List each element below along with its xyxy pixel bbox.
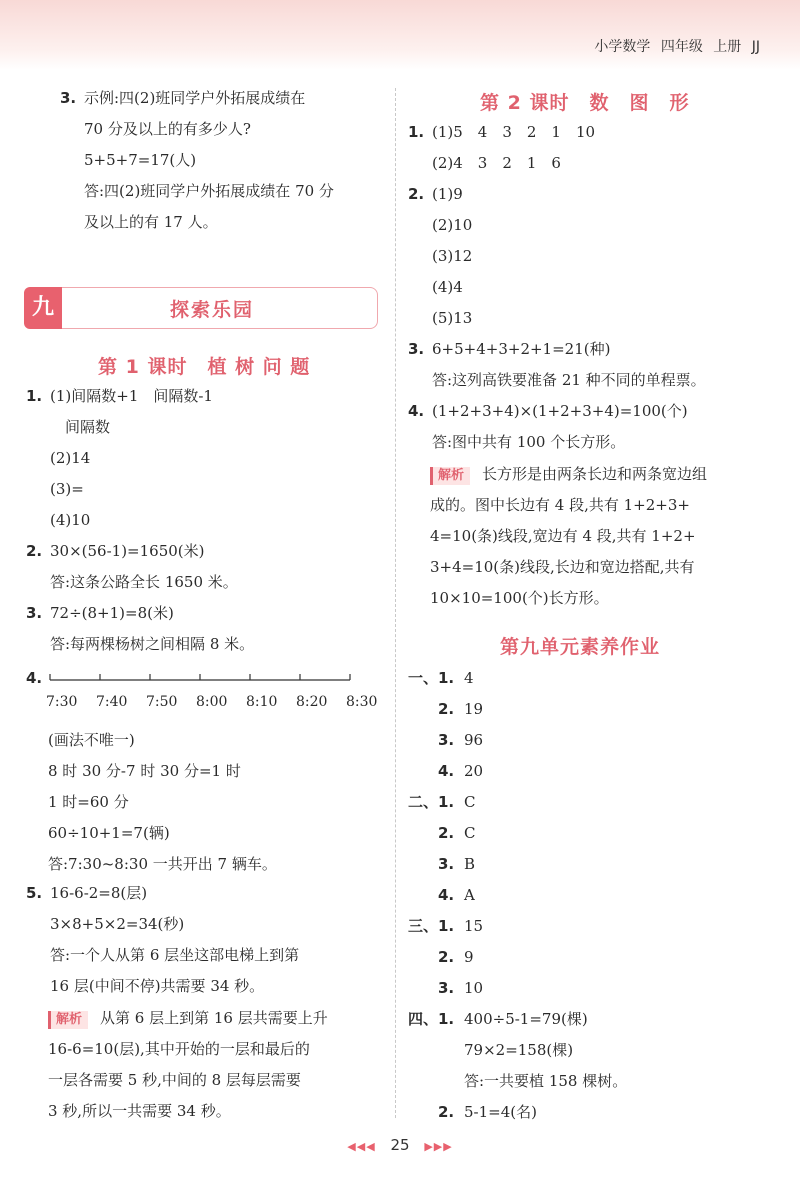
timeline-diagram: [48, 668, 368, 690]
question-number: 2.: [438, 700, 455, 718]
timeline-tick-label: 7:40: [96, 694, 128, 710]
unit-number: 九: [24, 287, 62, 329]
timeline-tick-label: 8:20: [296, 694, 328, 710]
question-number: 2.: [438, 948, 455, 966]
question-number: 1.: [438, 669, 455, 687]
question-number: 4.: [26, 669, 43, 687]
section-prefix: 三、: [408, 917, 439, 935]
lesson-1-title: 第 1 课时 植 树 问 题: [98, 356, 311, 378]
answer-line: 答:四(2)班同学户外拓展成绩在 70 分: [84, 182, 334, 200]
question-number: 3.: [60, 89, 77, 107]
answer-line: (1)5 4 3 2 1 10: [432, 123, 596, 141]
answer-line: (3)=: [50, 480, 84, 498]
analysis-line: 成的。图中长边有 4 段,共有 1+2+3+: [430, 496, 690, 514]
answer-line: 答:图中共有 100 个长方形。: [432, 433, 626, 451]
question-number: 4.: [408, 402, 425, 420]
answer-line: 60÷10+1=7(辆): [48, 824, 170, 842]
analysis-line: 16-6=10(层),其中开始的一层和最后的: [48, 1040, 310, 1058]
question-number: 3.: [438, 855, 455, 873]
question-number: 1.: [438, 793, 455, 811]
answer-line: 19: [464, 700, 484, 718]
analysis-line: 一层各需要 5 秒,中间的 8 层每层需要: [48, 1071, 301, 1089]
question-number: 3.: [26, 604, 43, 622]
answer-line: (1+2+3+4)×(1+2+3+4)=100(个): [432, 402, 688, 420]
answer-line: 1 时=60 分: [48, 793, 129, 811]
lesson-2-title: 第 2 课时 数 图 形: [480, 92, 690, 114]
answer-line: 示例:四(2)班同学户外拓展成绩在: [84, 89, 306, 107]
answer-line: (4)10: [50, 511, 91, 529]
analysis-text: 长方形是由两条长边和两条宽边组: [482, 465, 708, 483]
question-number: 2.: [438, 1103, 455, 1121]
next-arrows-icon: ▶▶▶: [424, 1140, 453, 1153]
question-number: 3.: [408, 340, 425, 358]
answer-line: C: [464, 793, 476, 811]
header-volume: 上册: [713, 39, 742, 55]
top-banner: [0, 0, 800, 70]
answer-line: (画法不唯一): [48, 731, 135, 749]
answer-line: C: [464, 824, 476, 842]
timeline-tick-label: 7:30: [46, 694, 78, 710]
answer-line: (2)4 3 2 1 6: [432, 154, 561, 172]
answer-line: 72÷(8+1)=8(米): [50, 604, 174, 622]
answer-line: 79×2=158(棵): [464, 1041, 574, 1059]
section-prefix: 四、: [408, 1010, 439, 1028]
answer-line: 15: [464, 917, 484, 935]
analysis-badge: 解析: [48, 1011, 88, 1029]
timeline-tick-label: 8:10: [246, 694, 278, 710]
answer-line: 及以上的有 17 人。: [84, 213, 218, 231]
answer-line: 3×8+5×2=34(秒): [50, 915, 185, 933]
analysis-text: 从第 6 层上到第 16 层共需要上升: [100, 1009, 328, 1027]
answer-line: 20: [464, 762, 484, 780]
answer-line: 答:这条公路全长 1650 米。: [50, 573, 238, 591]
analysis-line: 3 秒,所以一共需要 34 秒。: [48, 1102, 231, 1120]
answer-line: 答:一个人从第 6 层坐这部电梯上到第: [50, 946, 300, 964]
answer-line: 96: [464, 731, 484, 749]
analysis-line: 10×10=100(个)长方形。: [430, 589, 609, 607]
page-number: 25: [390, 1136, 410, 1154]
answer-line: 答:每两棵杨树之间相隔 8 米。: [50, 635, 255, 653]
answer-line: (2)14: [50, 449, 91, 467]
answer-line: A: [464, 886, 475, 904]
answer-line: B: [464, 855, 476, 873]
analysis-line: [430, 464, 707, 485]
question-number: 3.: [438, 979, 455, 997]
answer-line: (1)9: [432, 185, 463, 203]
answer-line: (1)间隔数+1 间隔数-1: [50, 387, 213, 405]
answer-line: 答:7:30~8:30 一共开出 7 辆车。: [48, 855, 277, 873]
answer-line: (2)10: [432, 216, 473, 234]
analysis-badge: 解析: [430, 467, 470, 485]
page-footer: [0, 1136, 800, 1154]
answer-line: 6+5+4+3+2+1=21(种): [432, 340, 611, 358]
answer-line: 16-6-2=8(层): [50, 884, 148, 902]
question-number: 5.: [26, 884, 43, 902]
question-number: 3.: [438, 731, 455, 749]
answer-line: 16 层(中间不停)共需要 34 秒。: [50, 977, 265, 995]
prev-arrows-icon: ◀◀◀: [347, 1140, 376, 1153]
question-number: 2.: [438, 824, 455, 842]
question-number: 1.: [438, 1010, 455, 1028]
analysis-line: 4=10(条)线段,宽边有 4 段,共有 1+2+: [430, 527, 696, 545]
timeline-tick-label: 7:50: [146, 694, 178, 710]
answer-line: (3)12: [432, 247, 473, 265]
answer-line: 9: [464, 948, 474, 966]
answer-line: 答:这列高铁要准备 21 种不同的单程票。: [432, 371, 706, 389]
header-grade: 四年级: [660, 39, 703, 55]
timeline-tick-label: 8:00: [196, 694, 228, 710]
question-number: 1.: [408, 123, 425, 141]
answer-line: 5+5+7=17(人): [84, 151, 197, 169]
unit-title: 探索乐园: [170, 299, 255, 321]
section-prefix: 一、: [408, 669, 439, 687]
answer-line: 5-1=4(名): [464, 1103, 537, 1121]
answer-line: 30×(56-1)=1650(米): [50, 542, 205, 560]
timeline-tick-label: 8:30: [346, 694, 378, 710]
question-number: 2.: [26, 542, 43, 560]
unit-review-title: 第九单元素养作业: [500, 636, 661, 658]
answer-line: (5)13: [432, 309, 473, 327]
answer-line: 间隔数: [50, 418, 111, 436]
section-prefix: 二、: [408, 793, 439, 811]
analysis-line: 3+4=10(条)线段,长边和宽边搭配,共有: [430, 558, 695, 576]
answer-line: (4)4: [432, 278, 463, 296]
question-number: 1.: [438, 917, 455, 935]
answer-line: 10: [464, 979, 484, 997]
question-number: 1.: [26, 387, 43, 405]
answer-line: 70 分及以上的有多少人?: [84, 120, 251, 138]
question-number: 4.: [438, 886, 455, 904]
header-subject: 小学数学: [594, 39, 651, 55]
question-number: 4.: [438, 762, 455, 780]
question-number: 2.: [408, 185, 425, 203]
running-header: [594, 36, 760, 56]
analysis-line: [48, 1008, 328, 1029]
answer-line: 4: [464, 669, 474, 687]
answer-line: 400÷5-1=79(棵): [464, 1010, 588, 1028]
answer-line: 8 时 30 分-7 时 30 分=1 时: [48, 762, 241, 780]
column-divider: [395, 88, 396, 1118]
answer-line: 答:一共要植 158 棵树。: [464, 1072, 628, 1090]
header-edition: JJ: [751, 39, 760, 55]
